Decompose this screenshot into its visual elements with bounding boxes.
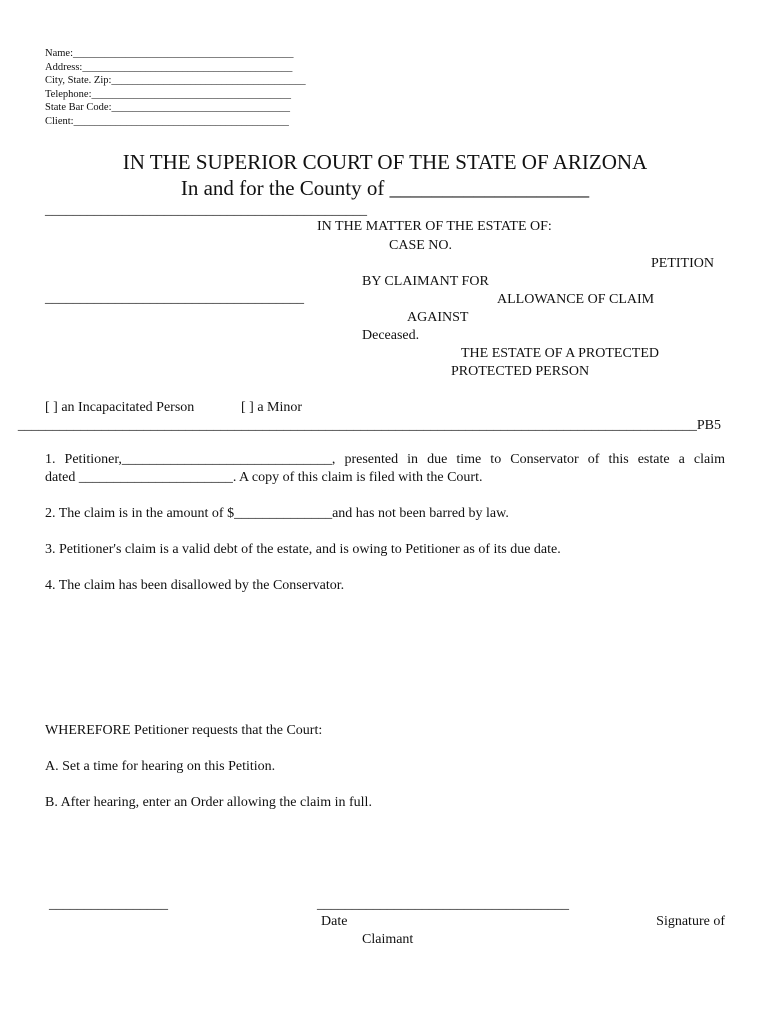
paragraph-1-line-1: 1. Petitioner,______________________________, presented in due time to Conservator of this estate a claim bbox=[45, 452, 725, 467]
signature-label: Signature of bbox=[656, 914, 725, 929]
county-line: In and for the County of ___________________ bbox=[180, 176, 590, 200]
minor-checkbox: [ ] a Minor bbox=[241, 400, 303, 415]
estate-of-protected-label: THE ESTATE OF A PROTECTED bbox=[461, 346, 659, 361]
paragraph-1-line-2: dated ______________________. A copy of this claim is filed with the Court. bbox=[45, 470, 483, 485]
paragraph-4: 4. The claim has been disallowed by the Conservator. bbox=[45, 578, 345, 593]
case-number-label: CASE NO. bbox=[389, 238, 453, 253]
matter-heading: IN THE MATTER OF THE ESTATE OF: bbox=[317, 219, 552, 234]
by-claimant-label: BY CLAIMANT FOR bbox=[362, 274, 489, 289]
caption-top-rule: ______________________________________________ bbox=[45, 203, 367, 218]
attorney-address-field: Address:________________________________________ bbox=[45, 62, 293, 73]
deceased-label: Deceased. bbox=[362, 328, 420, 343]
allowance-label: ALLOWANCE OF CLAIM bbox=[497, 292, 655, 307]
date-rule: _________________ bbox=[49, 897, 168, 912]
attorney-bar-code-field: State Bar Code:__________________________________ bbox=[45, 102, 290, 113]
attorney-client-field: Client:_________________________________________ bbox=[45, 116, 289, 127]
paragraph-2: 2. The claim is in the amount of $______________and has not been barred by law. bbox=[45, 506, 509, 521]
incapacitated-checkbox: [ ] an Incapacitated Person bbox=[45, 400, 195, 415]
petition-label: PETITION bbox=[651, 256, 714, 271]
request-b: B. After hearing, enter an Order allowing the claim in full. bbox=[45, 795, 372, 810]
court-title: IN THE SUPERIOR COURT OF THE STATE OF ARIZONA bbox=[122, 150, 648, 174]
claimant-label: Claimant bbox=[362, 932, 414, 947]
attorney-telephone-field: Telephone:______________________________________ bbox=[45, 89, 291, 100]
protected-person-label: PROTECTED PERSON bbox=[451, 364, 590, 379]
paragraph-3: 3. Petitioner's claim is a valid debt of the estate, and is owing to Petitioner as of its due date. bbox=[45, 542, 561, 557]
decedent-name-rule: _____________________________________ bbox=[45, 291, 304, 306]
caption-bottom-rule: _________________________________________________________________________________________________PB5 bbox=[17, 418, 721, 433]
wherefore-clause: WHEREFORE Petitioner requests that the Court: bbox=[45, 723, 323, 738]
against-label: AGAINST bbox=[407, 310, 469, 325]
request-a: A. Set a time for hearing on this Petition. bbox=[45, 759, 276, 774]
attorney-city-field: City, State. Zip:_____________________________________ bbox=[45, 75, 306, 86]
attorney-name-field: Name:__________________________________________ bbox=[45, 48, 294, 59]
signature-rule: ____________________________________ bbox=[317, 897, 569, 912]
date-label: Date bbox=[321, 914, 348, 929]
